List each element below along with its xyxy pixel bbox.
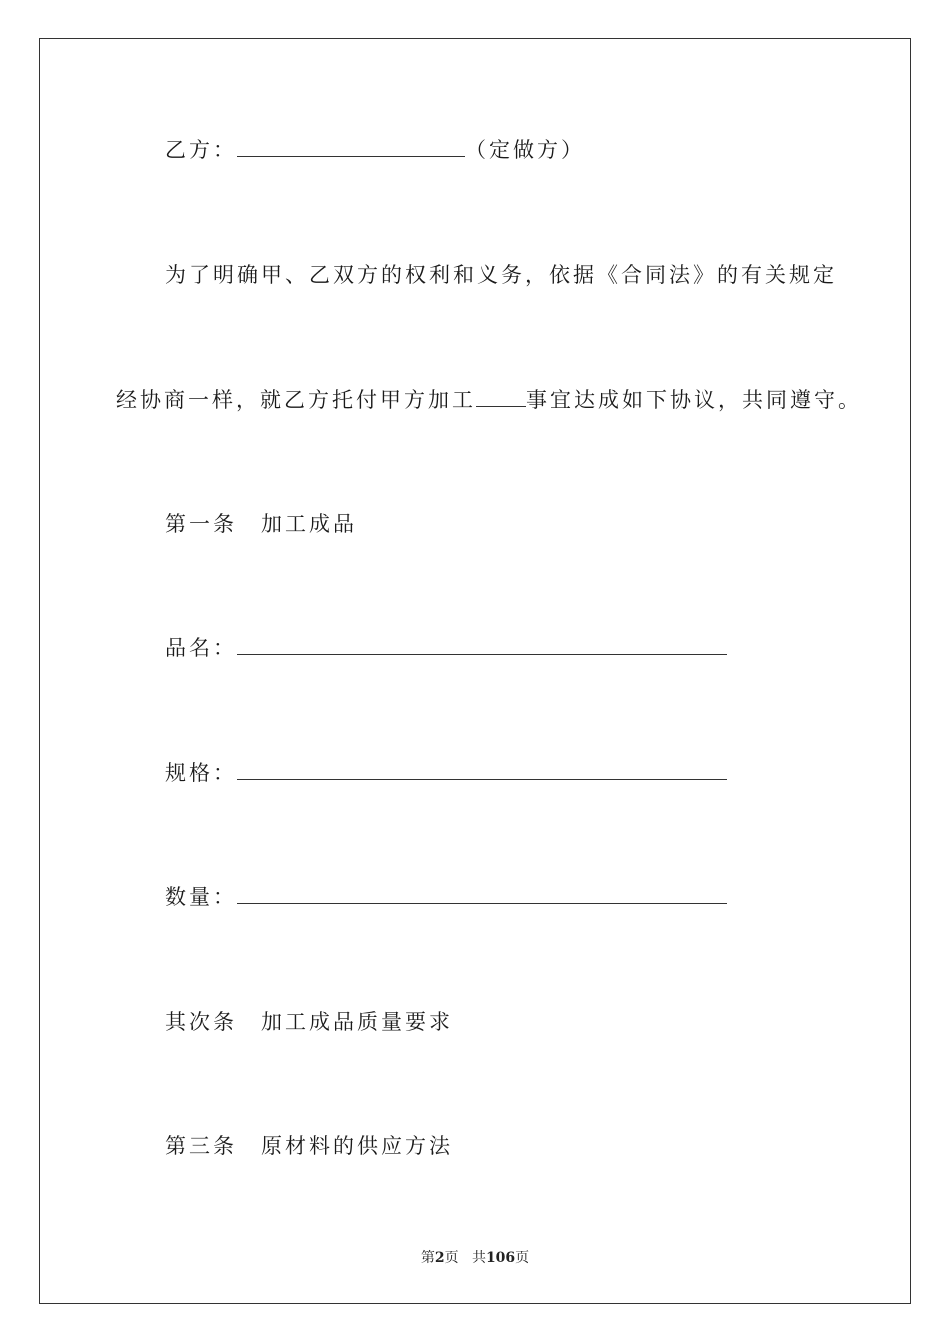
total-pages: 106 xyxy=(485,1250,516,1266)
specification-blank xyxy=(237,759,727,780)
page-prefix: 第 xyxy=(420,1250,435,1266)
product-name-blank xyxy=(237,634,727,655)
field-product-name xyxy=(165,634,727,662)
field-label: 规格： xyxy=(165,761,237,785)
quantity-blank xyxy=(237,883,727,904)
party-b-suffix: （定做方） xyxy=(465,138,585,162)
field-label: 品名： xyxy=(165,636,237,660)
field-label: 数量： xyxy=(165,885,237,909)
total-suffix: 页 xyxy=(515,1250,530,1266)
article-1-title: 第一条 加工成品 xyxy=(165,512,357,536)
page-number: 2 xyxy=(434,1250,445,1266)
page-suffix: 页 xyxy=(444,1250,459,1266)
total-prefix: 共 xyxy=(471,1250,486,1266)
intro-line-2 xyxy=(116,386,862,414)
party-b-line xyxy=(165,136,585,164)
party-b-blank xyxy=(237,136,465,157)
article-2-title: 其次条 加工成品质量要求 xyxy=(165,1010,453,1034)
processing-item-blank xyxy=(476,386,526,407)
intro-line-2-after: 事宜达成如下协议，共同遵守。 xyxy=(526,388,862,412)
intro-line-1: 为了明确甲、乙双方的权利和义务，依据《合同法》的有关规定 xyxy=(165,263,837,287)
party-b-label: 乙方： xyxy=(165,138,237,162)
article-3-title: 第三条 原材料的供应方法 xyxy=(165,1134,453,1158)
intro-line-2-before: 经协商一样，就乙方托付甲方加工 xyxy=(116,388,476,412)
page-footer xyxy=(0,1247,950,1267)
field-quantity xyxy=(165,883,727,911)
page-border xyxy=(39,38,911,1304)
field-specification xyxy=(165,759,727,787)
